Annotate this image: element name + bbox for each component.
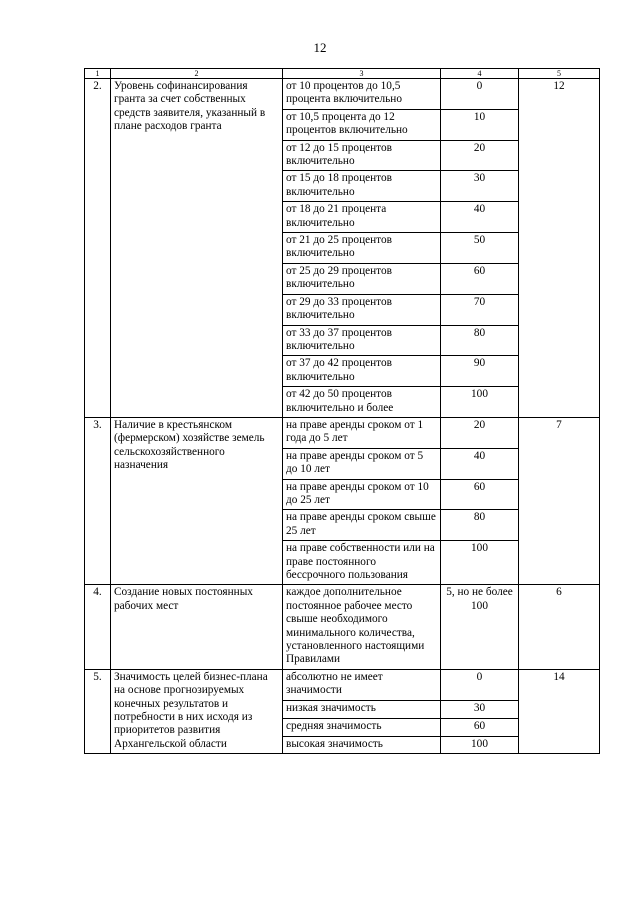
criterion-option-text: от 18 до 21 процента включительно xyxy=(283,202,441,233)
criterion-option-score: 60 xyxy=(441,263,519,294)
criterion-name: Наличие в крестьянском (фермерском) хозяйстве земель сельскохозяйственного назначения xyxy=(111,417,283,584)
criterion-weight: 7 xyxy=(519,417,600,584)
criterion-option-score: 0 xyxy=(441,669,519,700)
criterion-option-score: 50 xyxy=(441,233,519,264)
criterion-option-score: 70 xyxy=(441,294,519,325)
column-number: 5 xyxy=(519,69,600,79)
criterion-option-score: 60 xyxy=(441,479,519,510)
criterion-option-text: на праве аренды сроком от 1 года до 5 лет xyxy=(283,417,441,448)
criterion-option-text: от 10 процентов до 10,5 процента включительно xyxy=(283,79,441,110)
criterion-option-text: от 25 до 29 процентов включительно xyxy=(283,263,441,294)
criteria-table xyxy=(84,68,600,754)
column-number: 4 xyxy=(441,69,519,79)
column-numbers-row xyxy=(85,69,600,79)
criteria-table-body xyxy=(85,69,600,754)
criterion-option-score: 60 xyxy=(441,718,519,736)
criterion-option-text: каждое дополнительное постоянное рабочее место свыше необходимого минимального количества, установленного настоящими Правилами xyxy=(283,585,441,669)
criterion-option-text: от 29 до 33 процентов включительно xyxy=(283,294,441,325)
criterion-option-score: 30 xyxy=(441,171,519,202)
criterion-option-text: на праве аренды сроком свыше 25 лет xyxy=(283,510,441,541)
criterion-option-score: 40 xyxy=(441,448,519,479)
page-number: 12 xyxy=(313,40,327,55)
criterion-option-text: на праве собственности или на праве постоянного бессрочного пользования xyxy=(283,541,441,585)
criterion-option-score: 90 xyxy=(441,356,519,387)
criterion-option-row xyxy=(85,669,600,700)
criterion-option-text: от 15 до 18 процентов включительно xyxy=(283,171,441,202)
criterion-option-text: от 10,5 процента до 12 процентов включительно xyxy=(283,109,441,140)
criterion-weight: 12 xyxy=(519,79,600,418)
criterion-option-text: от 12 до 15 процентов включительно xyxy=(283,140,441,171)
criterion-option-score: 100 xyxy=(441,736,519,754)
criterion-option-text: абсолютно не имеет значимости xyxy=(283,669,441,700)
criterion-option-text: средняя значимость xyxy=(283,718,441,736)
criterion-weight: 14 xyxy=(519,669,600,753)
criterion-option-score: 40 xyxy=(441,202,519,233)
criterion-option-score: 0 xyxy=(441,79,519,110)
criterion-option-text: на праве аренды сроком от 5 до 10 лет xyxy=(283,448,441,479)
criterion-number: 5. xyxy=(85,669,111,753)
criterion-option-row xyxy=(85,585,600,669)
criterion-number: 2. xyxy=(85,79,111,418)
criterion-option-text: от 42 до 50 процентов включительно и более xyxy=(283,387,441,418)
criterion-option-row xyxy=(85,79,600,110)
criterion-option-text: от 33 до 37 процентов включительно xyxy=(283,325,441,356)
criterion-option-score: 10 xyxy=(441,109,519,140)
criterion-option-score: 80 xyxy=(441,510,519,541)
criterion-option-text: на праве аренды сроком от 10 до 25 лет xyxy=(283,479,441,510)
criterion-option-score: 80 xyxy=(441,325,519,356)
criterion-option-text: от 21 до 25 процентов включительно xyxy=(283,233,441,264)
criterion-option-score: 20 xyxy=(441,417,519,448)
criterion-option-score: 100 xyxy=(441,541,519,585)
column-number: 3 xyxy=(283,69,441,79)
criterion-option-score: 5, но не более 100 xyxy=(441,585,519,669)
criterion-option-row xyxy=(85,417,600,448)
criterion-option-text: высокая значимость xyxy=(283,736,441,754)
criterion-name: Значимость целей бизнес-плана на основе прогнозируемых конечных результатов и потребности в них исходя из приоритетов развития Архангельской области xyxy=(111,669,283,753)
column-number: 1 xyxy=(85,69,111,79)
criterion-option-text: низкая значимость xyxy=(283,701,441,719)
criterion-weight: 6 xyxy=(519,585,600,669)
criterion-option-text: от 37 до 42 процентов включительно xyxy=(283,356,441,387)
criterion-option-score: 100 xyxy=(441,387,519,418)
criterion-name: Создание новых постоянных рабочих мест xyxy=(111,585,283,669)
column-number: 2 xyxy=(111,69,283,79)
criterion-number: 4. xyxy=(85,585,111,669)
criterion-number: 3. xyxy=(85,417,111,584)
criterion-name: Уровень софинансирования гранта за счет собственных средств заявителя, указанный в плане расходов гранта xyxy=(111,79,283,418)
criterion-option-score: 30 xyxy=(441,701,519,719)
criterion-option-score: 20 xyxy=(441,140,519,171)
